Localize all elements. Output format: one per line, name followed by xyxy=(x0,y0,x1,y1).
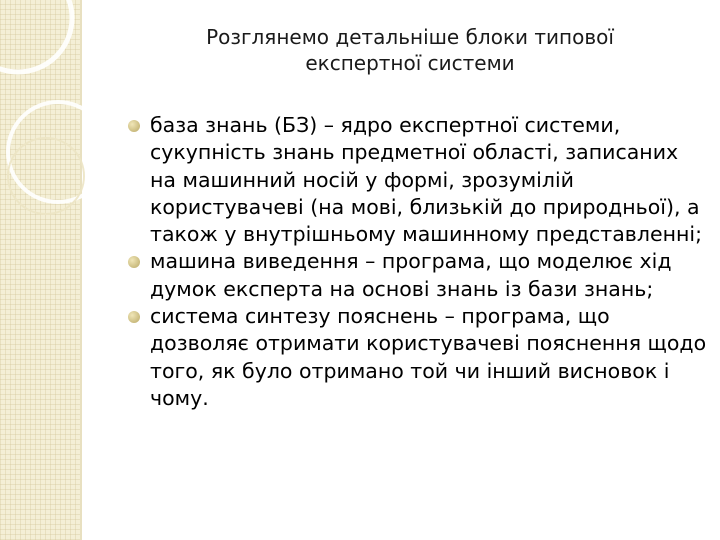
bullet-text: система синтезу пояснень – програма, що дозволяє отримати користувачеві пояснення щодо того, як було отримано той чи інший висновок і чому. xyxy=(150,304,707,410)
bullet-item-inference-engine xyxy=(128,248,708,303)
slide-title xyxy=(150,24,670,76)
deco-circle-top xyxy=(0,0,72,72)
deco-circle-middle xyxy=(8,102,108,202)
slide-title-line-2: експертної системи xyxy=(305,51,515,75)
bullet-dot-icon xyxy=(128,256,140,268)
decorative-circles xyxy=(0,0,140,260)
bullet-item-knowledge-base xyxy=(128,112,708,248)
deco-circle-inner xyxy=(8,138,84,214)
bullet-item-explanation-system xyxy=(128,303,708,412)
bullet-text: база знань (БЗ) – ядро експертної системи, сукупність знань предметної області, записаних на машинний носій у формі, зрозумілій користувачеві (на мові, близькій до природньої), а також у внутрішньому машинному представленні; xyxy=(150,113,702,247)
bullet-list xyxy=(128,112,708,412)
slide-title-line-1: Розглянемо детальніше блоки типової xyxy=(206,25,614,49)
bullet-dot-icon xyxy=(128,311,140,323)
bullet-text: машина виведення – програма, що моделює хід думок експерта на основі знань із бази знань; xyxy=(150,249,672,301)
bullet-dot-icon xyxy=(128,120,140,132)
